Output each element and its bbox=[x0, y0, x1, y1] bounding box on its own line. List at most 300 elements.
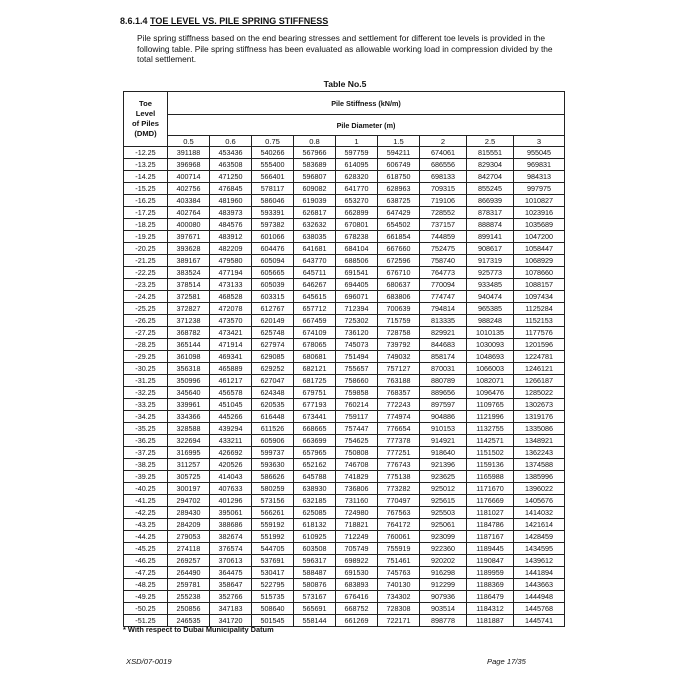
stiffness-cell: 907936 bbox=[420, 591, 467, 603]
stiffness-cell: 596317 bbox=[294, 555, 336, 567]
stiffness-cell: 755919 bbox=[378, 543, 420, 555]
stiffness-cell: 294702 bbox=[168, 495, 210, 507]
stiffness-cell: 923099 bbox=[420, 531, 467, 543]
stiffness-cell: 667459 bbox=[294, 315, 336, 327]
toe-level-cell: -50.25 bbox=[124, 603, 168, 615]
stiffness-cell: 482209 bbox=[210, 243, 252, 255]
toe-level-cell: -29.25 bbox=[124, 351, 168, 363]
stiffness-cell: 1441894 bbox=[514, 567, 565, 579]
stiffness-cell: 923625 bbox=[420, 471, 467, 483]
section-title: TOE LEVEL VS. PILE SPRING STIFFNESS bbox=[150, 16, 329, 26]
stiffness-cell: 544705 bbox=[252, 543, 294, 555]
toe-level-cell: -32.25 bbox=[124, 387, 168, 399]
stiffness-cell: 566401 bbox=[252, 171, 294, 183]
stiffness-cell: 606749 bbox=[378, 159, 420, 171]
stiffness-cell: 395061 bbox=[210, 507, 252, 519]
stiffness-cell: 646267 bbox=[294, 279, 336, 291]
stiffness-cell: 751494 bbox=[336, 351, 378, 363]
toe-level-cell: -24.25 bbox=[124, 291, 168, 303]
stiffness-cell: 965385 bbox=[467, 303, 514, 315]
stiffness-cell: 376574 bbox=[210, 543, 252, 555]
stiffness-cell: 1068929 bbox=[514, 255, 565, 267]
table-row bbox=[124, 255, 565, 267]
stiffness-cell: 641681 bbox=[294, 243, 336, 255]
stiffness-cell: 645711 bbox=[294, 267, 336, 279]
diameter-column-header: 2 bbox=[420, 136, 467, 147]
stiffness-cell: 694405 bbox=[336, 279, 378, 291]
stiffness-cell: 501545 bbox=[252, 615, 294, 627]
stiffness-cell: 674109 bbox=[294, 327, 336, 339]
stiffness-cell: 1121996 bbox=[467, 411, 514, 423]
stiffness-cell: 681725 bbox=[294, 375, 336, 387]
stiffness-cell: 626817 bbox=[294, 207, 336, 219]
stiffness-cell: 933485 bbox=[467, 279, 514, 291]
stiffness-cell: 657965 bbox=[294, 447, 336, 459]
stiffness-cell: 698922 bbox=[336, 555, 378, 567]
intro-paragraph: Pile spring stiffness based on the end bearing stresses and settlement for different toe levels is provided in the following table. Pile spring stiffness has been evaluated as allowable working load in compression divided by the total settlement. bbox=[137, 33, 553, 64]
stiffness-cell: 904886 bbox=[420, 411, 467, 423]
stiffness-cell: 638930 bbox=[294, 483, 336, 495]
pile-stiffness-header: Pile Stiffness (kN/m) bbox=[168, 92, 565, 115]
stiffness-cell: 594211 bbox=[378, 147, 420, 159]
table-row bbox=[124, 531, 565, 543]
stiffness-cell: 469341 bbox=[210, 351, 252, 363]
stiffness-cell: 628963 bbox=[378, 183, 420, 195]
stiffness-cell: 1302673 bbox=[514, 399, 565, 411]
stiffness-cell: 1151502 bbox=[467, 447, 514, 459]
toe-level-cell: -34.25 bbox=[124, 411, 168, 423]
toe-level-cell: -36.25 bbox=[124, 435, 168, 447]
toe-level-cell: -30.25 bbox=[124, 363, 168, 375]
table-row bbox=[124, 447, 565, 459]
table-row bbox=[124, 435, 565, 447]
toe-level-cell: -26.25 bbox=[124, 315, 168, 327]
stiffness-cell: 339961 bbox=[168, 399, 210, 411]
toe-level-cell: -16.25 bbox=[124, 195, 168, 207]
stiffness-cell: 515735 bbox=[252, 591, 294, 603]
stiffness-cell: 757447 bbox=[336, 423, 378, 435]
stiffness-cell: 652162 bbox=[294, 459, 336, 471]
stiffness-cell: 663699 bbox=[294, 435, 336, 447]
stiffness-cell: 691530 bbox=[336, 567, 378, 579]
stiffness-cell: 829304 bbox=[467, 159, 514, 171]
stiffness-cell: 627974 bbox=[252, 339, 294, 351]
stiffness-cell: 473570 bbox=[210, 315, 252, 327]
stiffness-cell: 596807 bbox=[294, 171, 336, 183]
stiffness-cell: 567966 bbox=[294, 147, 336, 159]
table-row bbox=[124, 159, 565, 171]
stiffness-cell: 760214 bbox=[336, 399, 378, 411]
stiffness-cell: 736120 bbox=[336, 327, 378, 339]
stiffness-cell: 674061 bbox=[420, 147, 467, 159]
stiffness-cell: 383524 bbox=[168, 267, 210, 279]
document-reference: XSD/07-0019 bbox=[126, 657, 172, 666]
table-row bbox=[124, 219, 565, 231]
toe-level-cell: -39.25 bbox=[124, 471, 168, 483]
table-row bbox=[124, 327, 565, 339]
toe-level-cell: -31.25 bbox=[124, 375, 168, 387]
stiffness-cell: 471250 bbox=[210, 171, 252, 183]
pile-diameter-header: Pile Diameter (m) bbox=[168, 115, 565, 136]
stiffness-cell: 1444948 bbox=[514, 591, 565, 603]
stiffness-cell: 777251 bbox=[378, 447, 420, 459]
stiffness-cell: 903514 bbox=[420, 603, 467, 615]
stiffness-cell: 586626 bbox=[252, 471, 294, 483]
stiffness-cell: 1348921 bbox=[514, 435, 565, 447]
stiffness-cell: 955045 bbox=[514, 147, 565, 159]
stiffness-cell: 684104 bbox=[336, 243, 378, 255]
toe-level-cell: -25.25 bbox=[124, 303, 168, 315]
table-row bbox=[124, 303, 565, 315]
stiffness-cell: 1097434 bbox=[514, 291, 565, 303]
stiffness-cell: 1439612 bbox=[514, 555, 565, 567]
stiffness-cell: 1421614 bbox=[514, 519, 565, 531]
stiffness-cell: 476845 bbox=[210, 183, 252, 195]
stiffness-cell: 688506 bbox=[336, 255, 378, 267]
stiffness-cell: 620535 bbox=[252, 399, 294, 411]
table-row bbox=[124, 507, 565, 519]
stiffness-cell: 368782 bbox=[168, 327, 210, 339]
stiffness-cell: 364475 bbox=[210, 567, 252, 579]
stiffness-cell: 603315 bbox=[252, 291, 294, 303]
stiffness-cell: 718821 bbox=[336, 519, 378, 531]
stiffness-cell: 794814 bbox=[420, 303, 467, 315]
table-row bbox=[124, 603, 565, 615]
stiffness-cell: 1434595 bbox=[514, 543, 565, 555]
stiffness-cell: 614095 bbox=[336, 159, 378, 171]
toe-level-cell: -48.25 bbox=[124, 579, 168, 591]
stiffness-cell: 605665 bbox=[252, 267, 294, 279]
stiffness-cell: 682121 bbox=[294, 363, 336, 375]
stiffness-cell: 855245 bbox=[467, 183, 514, 195]
stiffness-cell: 768357 bbox=[378, 387, 420, 399]
stiffness-cell: 269257 bbox=[168, 555, 210, 567]
stiffness-cell: 647429 bbox=[378, 207, 420, 219]
table-row bbox=[124, 459, 565, 471]
stiffness-cell: 609082 bbox=[294, 183, 336, 195]
toe-level-cell: -47.25 bbox=[124, 567, 168, 579]
stiffness-cell: 1374588 bbox=[514, 459, 565, 471]
stiffness-cell: 1082071 bbox=[467, 375, 514, 387]
toe-level-cell: -38.25 bbox=[124, 459, 168, 471]
stiffness-cell: 1096476 bbox=[467, 387, 514, 399]
stiffness-cell: 365144 bbox=[168, 339, 210, 351]
stiffness-cell: 316995 bbox=[168, 447, 210, 459]
table-row bbox=[124, 375, 565, 387]
stiffness-cell: 744859 bbox=[420, 231, 467, 243]
stiffness-cell: 712394 bbox=[336, 303, 378, 315]
stiffness-cell: 680681 bbox=[294, 351, 336, 363]
stiffness-cell: 264490 bbox=[168, 567, 210, 579]
stiffness-cell: 678065 bbox=[294, 339, 336, 351]
toe-header-line: Toe bbox=[139, 99, 152, 108]
table-row bbox=[124, 399, 565, 411]
stiffness-cell: 741829 bbox=[336, 471, 378, 483]
stiffness-cell: 925503 bbox=[420, 507, 467, 519]
stiffness-cell: 483973 bbox=[210, 207, 252, 219]
stiffness-cell: 1285022 bbox=[514, 387, 565, 399]
stiffness-cell: 627047 bbox=[252, 375, 294, 387]
table-row bbox=[124, 579, 565, 591]
stiffness-cell: 759858 bbox=[336, 387, 378, 399]
stiffness-cell: 925012 bbox=[420, 483, 467, 495]
stiffness-cell: 912299 bbox=[420, 579, 467, 591]
stiffness-cell: 670801 bbox=[336, 219, 378, 231]
stiffness-cell: 667660 bbox=[378, 243, 420, 255]
stiffness-cell: 643770 bbox=[294, 255, 336, 267]
stiffness-cell: 400080 bbox=[168, 219, 210, 231]
stiffness-cell: 1190847 bbox=[467, 555, 514, 567]
stiffness-cell: 728552 bbox=[420, 207, 467, 219]
toe-level-cell: -46.25 bbox=[124, 555, 168, 567]
stiffness-cell: 691541 bbox=[336, 267, 378, 279]
stiffness-cell: 580876 bbox=[294, 579, 336, 591]
stiffness-cell: 759117 bbox=[336, 411, 378, 423]
toe-header-line: of Piles bbox=[131, 119, 159, 128]
stiffness-cell: 1189445 bbox=[467, 543, 514, 555]
stiffness-cell: 334366 bbox=[168, 411, 210, 423]
stiffness-cell: 1010827 bbox=[514, 195, 565, 207]
stiffness-cell: 300197 bbox=[168, 483, 210, 495]
toe-level-cell: -27.25 bbox=[124, 327, 168, 339]
stiffness-cell: 586046 bbox=[252, 195, 294, 207]
stiffness-cell: 1125284 bbox=[514, 303, 565, 315]
stiffness-cell: 754625 bbox=[336, 435, 378, 447]
section-number: 8.6.1.4 bbox=[120, 16, 148, 26]
table-row bbox=[124, 567, 565, 579]
table-row bbox=[124, 591, 565, 603]
stiffness-cell: 679751 bbox=[294, 387, 336, 399]
stiffness-cell: 350996 bbox=[168, 375, 210, 387]
stiffness-cell: 740130 bbox=[378, 579, 420, 591]
stiffness-cell: 402764 bbox=[168, 207, 210, 219]
stiffness-cell: 672596 bbox=[378, 255, 420, 267]
stiffness-cell: 1186479 bbox=[467, 591, 514, 603]
stiffness-cell: 988248 bbox=[467, 315, 514, 327]
stiffness-cell: 402756 bbox=[168, 183, 210, 195]
stiffness-cell: 433211 bbox=[210, 435, 252, 447]
stiffness-cell: 683806 bbox=[378, 291, 420, 303]
toe-level-cell: -42.25 bbox=[124, 507, 168, 519]
stiffness-cell: 522795 bbox=[252, 579, 294, 591]
table-row bbox=[124, 315, 565, 327]
stiffness-cell: 328588 bbox=[168, 423, 210, 435]
toe-header-line: (DMD) bbox=[134, 129, 157, 138]
stiffness-cell: 473133 bbox=[210, 279, 252, 291]
stiffness-cell: 758660 bbox=[336, 375, 378, 387]
stiffness-cell: 619039 bbox=[294, 195, 336, 207]
stiffness-cell: 734302 bbox=[378, 591, 420, 603]
stiffness-cell: 597759 bbox=[336, 147, 378, 159]
stiffness-cell: 420526 bbox=[210, 459, 252, 471]
stiffness-cell: 393628 bbox=[168, 243, 210, 255]
stiffness-cell: 616448 bbox=[252, 411, 294, 423]
table-row bbox=[124, 231, 565, 243]
stiffness-cell: 1088157 bbox=[514, 279, 565, 291]
stiffness-cell: 870031 bbox=[420, 363, 467, 375]
stiffness-cell: 371238 bbox=[168, 315, 210, 327]
stiffness-cell: 774974 bbox=[378, 411, 420, 423]
stiffness-cell: 775138 bbox=[378, 471, 420, 483]
stiffness-cell: 1030093 bbox=[467, 339, 514, 351]
stiffness-cell: 341720 bbox=[210, 615, 252, 627]
toe-level-cell: -44.25 bbox=[124, 531, 168, 543]
table-row bbox=[124, 387, 565, 399]
section-heading bbox=[120, 16, 328, 26]
stiffness-cell: 1362243 bbox=[514, 447, 565, 459]
stiffness-cell: 739792 bbox=[378, 339, 420, 351]
stiffness-cell: 1184786 bbox=[467, 519, 514, 531]
stiffness-cell: 668752 bbox=[336, 603, 378, 615]
stiffness-cell: 1414032 bbox=[514, 507, 565, 519]
stiffness-cell: 629252 bbox=[252, 363, 294, 375]
stiffness-cell: 451045 bbox=[210, 399, 252, 411]
stiffness-cell: 388686 bbox=[210, 519, 252, 531]
stiffness-cell: 668665 bbox=[294, 423, 336, 435]
stiffness-cell: 618132 bbox=[294, 519, 336, 531]
stiffness-cell: 259781 bbox=[168, 579, 210, 591]
stiffness-cell: 712249 bbox=[336, 531, 378, 543]
stiffness-cell: 372827 bbox=[168, 303, 210, 315]
stiffness-cell: 358647 bbox=[210, 579, 252, 591]
diameter-column-header: 0.8 bbox=[294, 136, 336, 147]
stiffness-cell: 866939 bbox=[467, 195, 514, 207]
stiffness-cell: 593630 bbox=[252, 459, 294, 471]
stiffness-cell: 813335 bbox=[420, 315, 467, 327]
stiffness-cell: 758740 bbox=[420, 255, 467, 267]
stiffness-cell: 683893 bbox=[336, 579, 378, 591]
stiffness-cell: 676710 bbox=[378, 267, 420, 279]
stiffness-cell: 908617 bbox=[467, 243, 514, 255]
stiffness-cell: 1165988 bbox=[467, 471, 514, 483]
stiffness-cell: 389167 bbox=[168, 255, 210, 267]
table-row bbox=[124, 351, 565, 363]
toe-level-cell: -13.25 bbox=[124, 159, 168, 171]
stiffness-cell: 479580 bbox=[210, 255, 252, 267]
stiffness-cell: 1443663 bbox=[514, 579, 565, 591]
stiffness-cell: 1109765 bbox=[467, 399, 514, 411]
stiffness-table bbox=[123, 91, 565, 627]
stiffness-cell: 1159136 bbox=[467, 459, 514, 471]
stiffness-cell: 677193 bbox=[294, 399, 336, 411]
toe-level-cell: -28.25 bbox=[124, 339, 168, 351]
stiffness-cell: 696071 bbox=[336, 291, 378, 303]
stiffness-cell: 763188 bbox=[378, 375, 420, 387]
stiffness-cell: 1396022 bbox=[514, 483, 565, 495]
stiffness-cell: 603508 bbox=[294, 543, 336, 555]
stiffness-cell: 844683 bbox=[420, 339, 467, 351]
stiffness-cell: 709315 bbox=[420, 183, 467, 195]
toe-level-cell: -35.25 bbox=[124, 423, 168, 435]
stiffness-cell: 397671 bbox=[168, 231, 210, 243]
stiffness-cell: 403384 bbox=[168, 195, 210, 207]
stiffness-cell: 1428459 bbox=[514, 531, 565, 543]
table-row bbox=[124, 171, 565, 183]
stiffness-cell: 686556 bbox=[420, 159, 467, 171]
toe-level-cell: -21.25 bbox=[124, 255, 168, 267]
stiffness-cell: 1445741 bbox=[514, 615, 565, 627]
toe-level-cell: -49.25 bbox=[124, 591, 168, 603]
stiffness-cell: 551992 bbox=[252, 531, 294, 543]
stiffness-cell: 1132755 bbox=[467, 423, 514, 435]
stiffness-cell: 757127 bbox=[378, 363, 420, 375]
stiffness-cell: 728308 bbox=[378, 603, 420, 615]
stiffness-cell: 770497 bbox=[378, 495, 420, 507]
stiffness-cell: 751461 bbox=[378, 555, 420, 567]
stiffness-cell: 661269 bbox=[336, 615, 378, 627]
stiffness-cell: 746708 bbox=[336, 459, 378, 471]
table-row bbox=[124, 279, 565, 291]
stiffness-cell: 673441 bbox=[294, 411, 336, 423]
toe-level-cell: -12.25 bbox=[124, 147, 168, 159]
toe-level-cell: -45.25 bbox=[124, 543, 168, 555]
stiffness-cell: 605094 bbox=[252, 255, 294, 267]
stiffness-cell: 391188 bbox=[168, 147, 210, 159]
stiffness-cell: 580259 bbox=[252, 483, 294, 495]
page-number: Page 17/35 bbox=[487, 657, 526, 666]
stiffness-cell: 657712 bbox=[294, 303, 336, 315]
stiffness-cell: 770094 bbox=[420, 279, 467, 291]
stiffness-cell: 471914 bbox=[210, 339, 252, 351]
toe-level-cell: -23.25 bbox=[124, 279, 168, 291]
table-row bbox=[124, 423, 565, 435]
stiffness-cell: 624348 bbox=[252, 387, 294, 399]
toe-level-cell: -41.25 bbox=[124, 495, 168, 507]
stiffness-cell: 1385996 bbox=[514, 471, 565, 483]
stiffness-cell: 305725 bbox=[168, 471, 210, 483]
stiffness-cell: 612767 bbox=[252, 303, 294, 315]
stiffness-cell: 1171670 bbox=[467, 483, 514, 495]
stiffness-cell: 473421 bbox=[210, 327, 252, 339]
stiffness-cell: 815551 bbox=[467, 147, 514, 159]
stiffness-cell: 921396 bbox=[420, 459, 467, 471]
stiffness-cell: 477194 bbox=[210, 267, 252, 279]
stiffness-cell: 628320 bbox=[336, 171, 378, 183]
diameter-column-header: 0.75 bbox=[252, 136, 294, 147]
stiffness-cell: 1066003 bbox=[467, 363, 514, 375]
stiffness-cell: 745073 bbox=[336, 339, 378, 351]
stiffness-cell: 400714 bbox=[168, 171, 210, 183]
stiffness-cell: 465889 bbox=[210, 363, 252, 375]
stiffness-cell: 925615 bbox=[420, 495, 467, 507]
stiffness-cell: 611526 bbox=[252, 423, 294, 435]
stiffness-cell: 880789 bbox=[420, 375, 467, 387]
stiffness-cell: 445266 bbox=[210, 411, 252, 423]
stiffness-cell: 610925 bbox=[294, 531, 336, 543]
stiffness-cell: 728758 bbox=[378, 327, 420, 339]
stiffness-cell: 774747 bbox=[420, 291, 467, 303]
stiffness-cell: 632632 bbox=[294, 219, 336, 231]
stiffness-cell: 1058447 bbox=[514, 243, 565, 255]
stiffness-cell: 530417 bbox=[252, 567, 294, 579]
stiffness-cell: 426692 bbox=[210, 447, 252, 459]
stiffness-cell: 914921 bbox=[420, 435, 467, 447]
stiffness-cell: 456578 bbox=[210, 387, 252, 399]
stiffness-cell: 284209 bbox=[168, 519, 210, 531]
table-row bbox=[124, 411, 565, 423]
stiffness-cell: 653270 bbox=[336, 195, 378, 207]
stiffness-cell: 407633 bbox=[210, 483, 252, 495]
stiffness-cell: 724980 bbox=[336, 507, 378, 519]
toe-header-line: Level bbox=[135, 109, 156, 118]
stiffness-cell: 632185 bbox=[294, 495, 336, 507]
stiffness-cell: 463508 bbox=[210, 159, 252, 171]
toe-level-cell: -18.25 bbox=[124, 219, 168, 231]
toe-level-cell: -37.25 bbox=[124, 447, 168, 459]
stiffness-cell: 508640 bbox=[252, 603, 294, 615]
stiffness-cell: 654502 bbox=[378, 219, 420, 231]
diameter-column-header: 0.5 bbox=[168, 136, 210, 147]
